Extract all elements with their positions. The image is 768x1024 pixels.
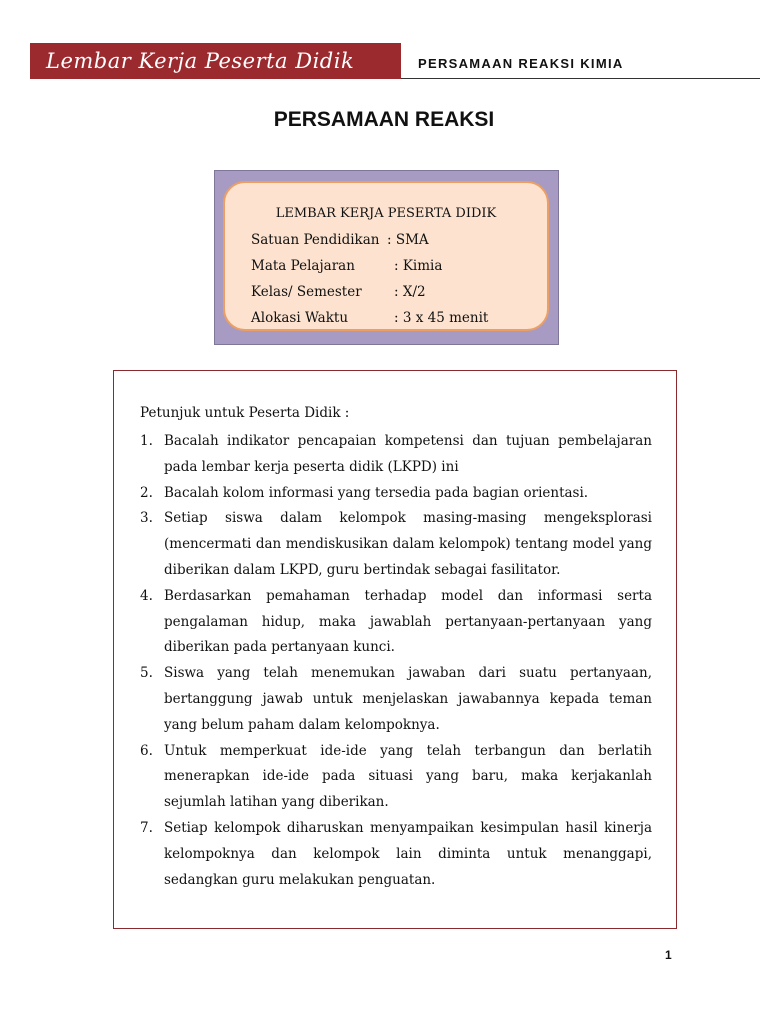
instructions-heading: Petunjuk untuk Peserta Didik : bbox=[140, 405, 350, 421]
list-item-text: Bacalah indikator pencapaian kompetensi dan tujuan pembelajaran pada lembar kerja peserta didik (LKPD) ini bbox=[164, 433, 652, 475]
list-item bbox=[140, 816, 652, 893]
list-item-number: 3. bbox=[140, 510, 153, 527]
list-item-number: 7. bbox=[140, 819, 153, 836]
list-item bbox=[140, 481, 652, 507]
list-item bbox=[140, 506, 652, 583]
header-subject: PERSAMAAN REAKSI KIMIA bbox=[418, 56, 624, 71]
list-item-number: 2. bbox=[140, 484, 153, 501]
info-row-label: Kelas/ Semester bbox=[251, 284, 362, 300]
header-banner-text: Lembar Kerja Peserta Didik bbox=[46, 49, 355, 73]
list-item-text: Berdasarkan pemahaman terhadap model dan informasi serta pengalaman hidup, maka jawablah pertanyaan-pertanyaan yang diberikan pada pertanyaan kunci. bbox=[164, 587, 652, 656]
list-item bbox=[140, 661, 652, 738]
list-item-text: Bacalah kolom informasi yang tersedia pada bagian orientasi. bbox=[164, 484, 589, 501]
list-item-number: 1. bbox=[140, 433, 153, 449]
info-row-label: Satuan Pendidikan bbox=[251, 232, 380, 248]
list-item bbox=[140, 739, 652, 816]
list-item-text: Setiap siswa dalam kelompok masing-masing mengeksplorasi (mencermati dan mendiskusikan dalam kelompok) tentang model yang diberikan dalam LKPD, guru bertindak sebagai fasilitator. bbox=[164, 510, 652, 578]
instructions-box bbox=[113, 370, 677, 929]
list-item bbox=[140, 429, 652, 481]
list-item bbox=[140, 584, 652, 661]
info-row-label: Mata Pelajaran bbox=[251, 258, 355, 274]
page-number: 1 bbox=[665, 948, 672, 962]
info-row-label: Alokasi Waktu bbox=[251, 310, 349, 326]
header-rule bbox=[401, 78, 760, 79]
header-banner bbox=[30, 43, 401, 79]
info-row-value: : Kimia bbox=[394, 258, 443, 274]
list-item-number: 6. bbox=[140, 742, 153, 759]
page-title: PERSAMAAN REAKSI bbox=[273, 108, 495, 131]
instructions-list bbox=[140, 429, 652, 893]
info-card-heading: LEMBAR KERJA PESERTA DIDIK bbox=[275, 206, 497, 221]
list-item-number: 4. bbox=[140, 587, 153, 604]
list-item-text: Untuk memperkuat ide-ide yang telah terbangun dan berlatih menerapkan ide-ide pada situasi yang baru, maka kerjakanlah sejumlah latihan yang diberikan. bbox=[164, 742, 652, 811]
info-card bbox=[214, 170, 559, 345]
list-item-text: Setiap kelompok diharuskan menyampaikan kesimpulan hasil kinerja kelompoknya dan kelompok lain diminta untuk menanggapi, sedangkan guru melakukan penguatan. bbox=[164, 819, 652, 888]
info-row-value: : SMA bbox=[387, 232, 429, 248]
info-row-value: : X/2 bbox=[394, 284, 426, 300]
info-row-value: : 3 x 45 menit bbox=[394, 310, 489, 326]
list-item-text: Siswa yang telah menemukan jawaban dari suatu pertanyaan, bertanggung jawab untuk menjelaskan jawabannya kepada teman yang belum paham dalam kelompoknya. bbox=[164, 665, 652, 733]
list-item-number: 5. bbox=[140, 665, 153, 682]
info-card-inner bbox=[223, 181, 549, 331]
